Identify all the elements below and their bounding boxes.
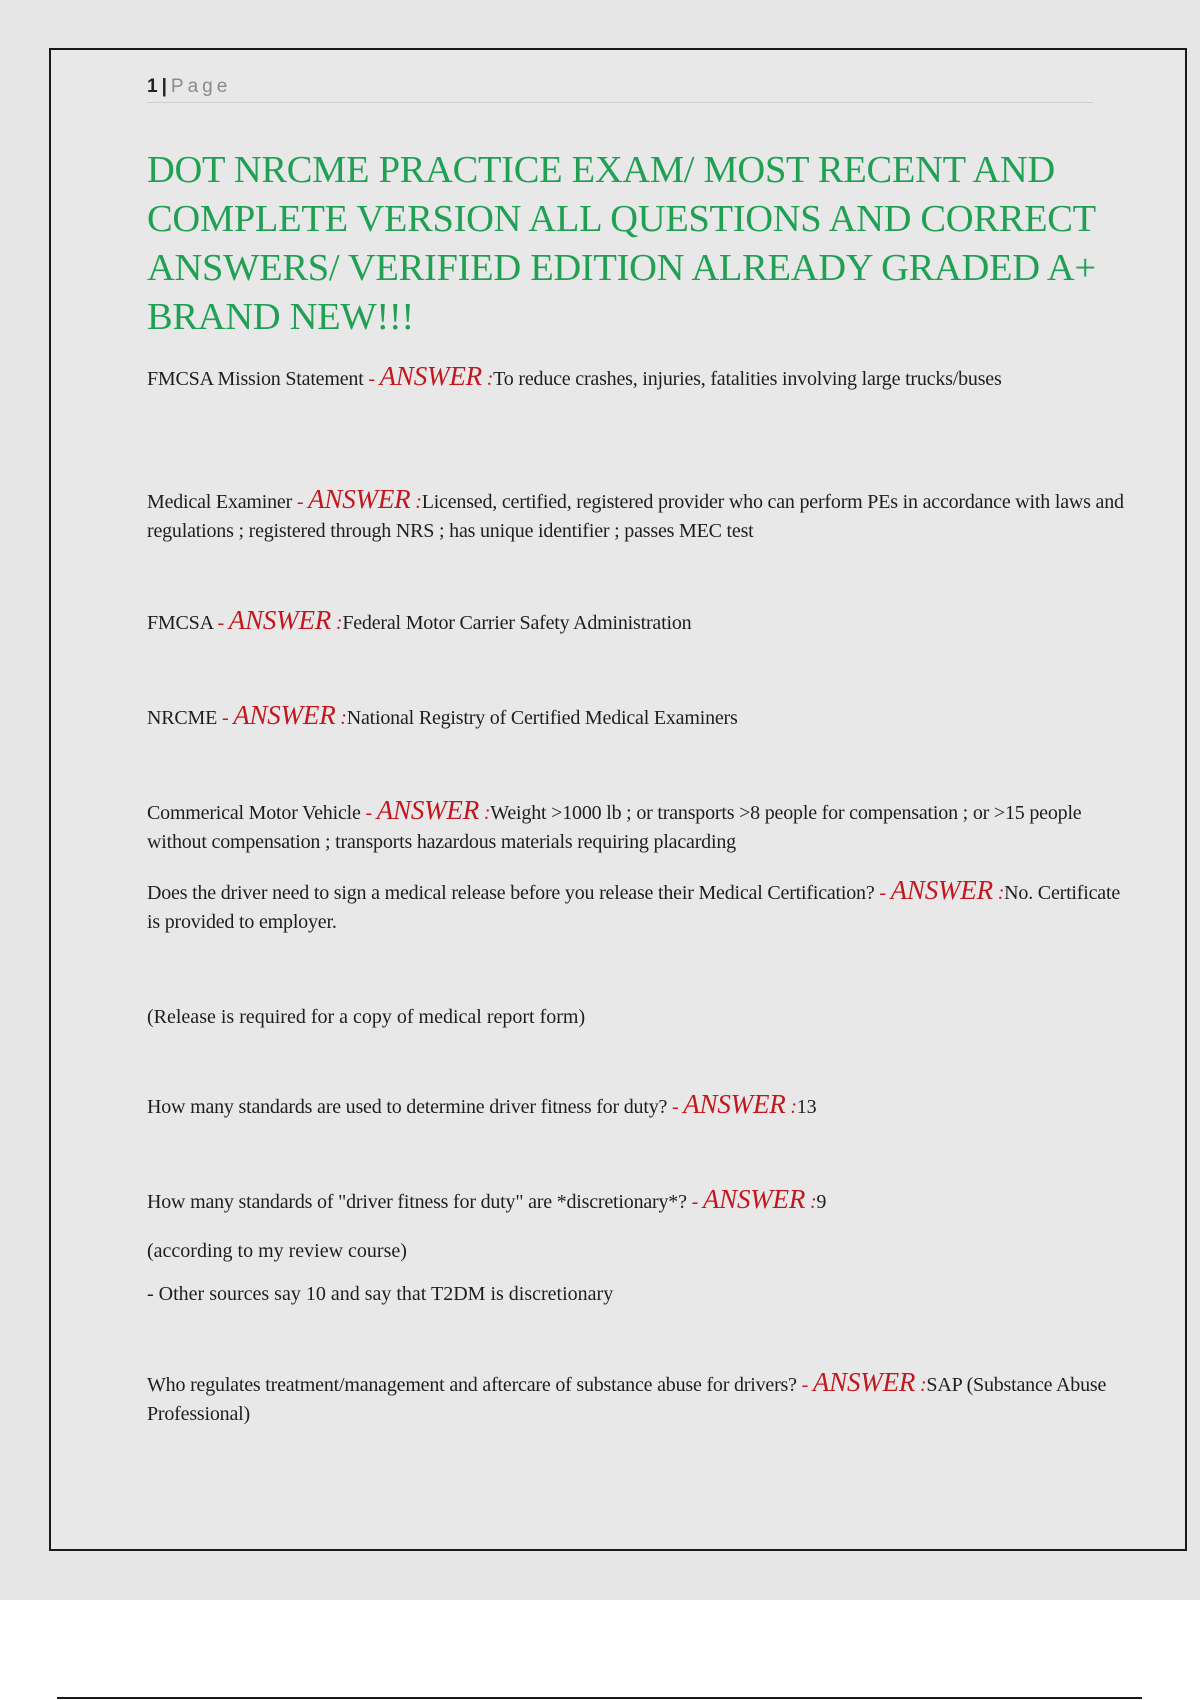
page-header bbox=[147, 72, 1093, 103]
answer-text: To reduce crashes, injuries, fatalities involving large trucks/buses bbox=[493, 368, 1002, 390]
answer-marker: - ANSWER : bbox=[879, 875, 1005, 905]
qa-item-nrcme bbox=[147, 701, 1137, 733]
answer-marker: - ANSWER : bbox=[296, 484, 422, 514]
qa-item-substance-abuse bbox=[147, 1368, 1137, 1429]
qa-item-commercial-motor-vehicle bbox=[147, 796, 1137, 857]
answer-text: 9 bbox=[816, 1191, 827, 1213]
question-text: How many standards of "driver fitness for duty" are *discretionary*? bbox=[147, 1191, 692, 1213]
question-text: NRCME bbox=[147, 707, 222, 729]
answer-marker: - ANSWER : bbox=[691, 1184, 817, 1214]
qa-item-discretionary-standards bbox=[147, 1185, 1137, 1217]
answer-text: SAP (Substance Abuse Professional) bbox=[147, 1374, 1107, 1425]
answer-marker: - ANSWER : bbox=[368, 361, 494, 391]
answer-text: 13 bbox=[796, 1096, 817, 1118]
question-text: Who regulates treatment/management and aftercare of substance abuse for drivers? bbox=[147, 1374, 802, 1396]
document-page bbox=[49, 48, 1187, 1551]
question-text: Medical Examiner bbox=[147, 491, 297, 513]
page-word: Page bbox=[170, 76, 232, 97]
review-course-note: (according to my review course) bbox=[147, 1240, 407, 1262]
release-note: (Release is required for a copy of medical report form) bbox=[147, 1006, 586, 1028]
answer-text: Licensed, certified, registered provider who can perform PEs in accordance with laws and regulations ; registered through NRS ; has unique identifier ; passes MEC test bbox=[147, 491, 1124, 542]
qa-item-medical-examiner bbox=[147, 485, 1137, 546]
other-sources-note: - Other sources say 10 and say that T2DM is discretionary bbox=[147, 1283, 614, 1305]
question-text: How many standards are used to determine driver fitness for duty? bbox=[147, 1096, 672, 1118]
qa-item-standards-count bbox=[147, 1090, 1137, 1122]
question-text: FMCSA Mission Statement bbox=[147, 368, 369, 390]
page-number: 1 bbox=[147, 76, 158, 97]
question-text: Does the driver need to sign a medical release before you release their Medical Certification? bbox=[147, 882, 880, 904]
qa-item-medical-release bbox=[147, 876, 1137, 937]
question-text: FMCSA bbox=[147, 612, 218, 634]
answer-text: Weight >1000 lb ; or transports >8 people for compensation ; or >15 people without compensation ; transports hazardous materials requiring placarding bbox=[147, 802, 1082, 853]
next-page-area bbox=[0, 1600, 1200, 1700]
answer-text: No. Certificate is provided to employer. bbox=[147, 882, 1120, 933]
answer-marker: - ANSWER : bbox=[801, 1367, 927, 1397]
qa-item-mission-statement bbox=[147, 362, 1137, 394]
page-separator: | bbox=[161, 76, 167, 97]
answer-marker: - ANSWER : bbox=[217, 605, 343, 635]
answer-marker: - ANSWER : bbox=[221, 700, 347, 730]
answer-text: Federal Motor Carrier Safety Administration bbox=[342, 612, 692, 634]
answer-text: National Registry of Certified Medical Examiners bbox=[346, 707, 738, 729]
qa-item-fmcsa bbox=[147, 606, 1137, 638]
question-text: Commerical Motor Vehicle bbox=[147, 802, 366, 824]
next-page-top-rule bbox=[57, 1697, 1142, 1699]
answer-marker: - ANSWER : bbox=[365, 795, 491, 825]
answer-marker: - ANSWER : bbox=[671, 1089, 797, 1119]
document-title: DOT NRCME PRACTICE EXAM/ MOST RECENT AND COMPLETE VERSION ALL QUESTIONS AND CORRECT ANSWERS/ VERIFIED EDITION ALREADY GRADED A+ BRAND NEW!!! bbox=[147, 149, 1096, 338]
